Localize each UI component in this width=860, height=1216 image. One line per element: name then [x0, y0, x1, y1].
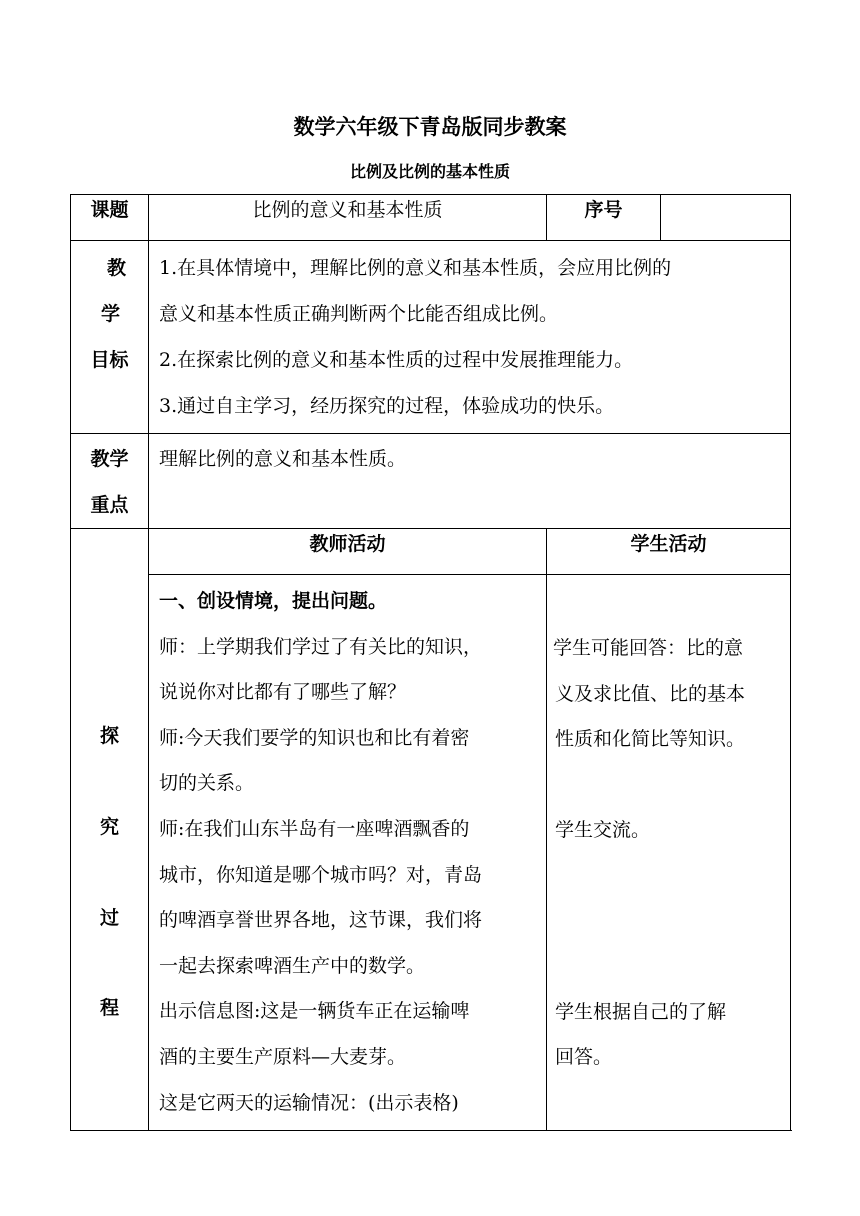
activity-header-row — [71, 529, 791, 575]
teacher-line: 这是它两天的运输情况：(出示表格) — [159, 1091, 459, 1114]
topic-row — [71, 195, 791, 241]
keypoint-row — [71, 434, 791, 529]
topic-value: 比例的意义和基本性质 — [149, 195, 547, 241]
goal-line: 意义和基本性质正确判断两个比能否组成比例。 — [159, 303, 559, 325]
student-line: 回答。 — [555, 1046, 613, 1068]
goal-line: 2.在探索比例的意义和基本性质的过程中发展推理能力。 — [159, 349, 634, 371]
student-line: 性质和化简比等知识。 — [555, 728, 746, 750]
student-activity-header: 学生活动 — [547, 529, 791, 575]
teacher-line: 说说你对比都有了哪些了解？ — [159, 681, 407, 704]
student-line: 义及求比值、比的基本 — [555, 683, 746, 705]
goals-label — [71, 241, 149, 434]
serial-label: 序号 — [547, 195, 661, 241]
explore-label — [71, 529, 149, 1131]
teacher-line: 的啤酒享誉世界各地，这节课，我们将 — [159, 909, 483, 932]
topic-label: 课题 — [71, 195, 149, 241]
teacher-line: 一起去探索啤酒生产中的数学。 — [159, 954, 426, 977]
teacher-line: 出示信息图:这是一辆货车正在运输啤 — [159, 1000, 470, 1023]
teacher-line: 酒的主要生产原料—大麦芽。 — [159, 1045, 407, 1068]
student-line: 学生根据自己的了解 — [555, 1001, 727, 1023]
goals-label-line: 目标 — [90, 349, 129, 371]
keypoint-label-line: 教学 — [90, 448, 129, 470]
section-heading: 一、创设情境，提出问题。 — [159, 590, 388, 612]
teacher-line: 师：上学期我们学过了有关比的知识， — [159, 635, 483, 658]
keypoint-label — [71, 434, 149, 529]
document-subtitle: 比例及比例的基本性质 — [349, 162, 510, 181]
goals-label-line: 学 — [100, 303, 120, 325]
goals-text — [149, 241, 791, 434]
document-title: 数学六年级下青岛版同步教案 — [293, 115, 567, 139]
teacher-activity — [149, 575, 547, 1131]
goals-row — [71, 241, 791, 434]
teacher-line: 切的关系。 — [159, 772, 255, 795]
teacher-line: 师:今天我们要学的知识也和比有着密 — [159, 726, 470, 749]
teacher-line: 师:在我们山东半岛有一座啤酒飘香的 — [159, 817, 470, 840]
keypoint-text: 理解比例的意义和基本性质。 — [149, 434, 791, 529]
explore-label-char: 究 — [99, 816, 119, 838]
goal-line: 3.通过自主学习，经历探究的过程，体验成功的快乐。 — [159, 395, 615, 417]
explore-label-char: 程 — [99, 997, 119, 1019]
explore-label-char: 探 — [99, 725, 119, 747]
explore-label-char: 过 — [99, 907, 119, 929]
goals-label-line: 教 — [106, 257, 126, 279]
lesson-plan-table — [70, 194, 791, 1131]
serial-value — [661, 195, 791, 241]
teacher-activity-header: 教师活动 — [149, 529, 547, 575]
goal-line: 1.在具体情境中，理解比例的意义和基本性质，会应用比例的 — [159, 257, 672, 279]
student-line: 学生交流。 — [555, 819, 651, 841]
activity-content-row — [71, 575, 791, 1131]
teacher-line: 城市，你知道是哪个城市吗？对，青岛 — [159, 863, 483, 886]
student-activity — [547, 575, 791, 1131]
keypoint-label-line: 重点 — [90, 494, 129, 516]
student-line: 学生可能回答：比的意 — [553, 637, 744, 659]
